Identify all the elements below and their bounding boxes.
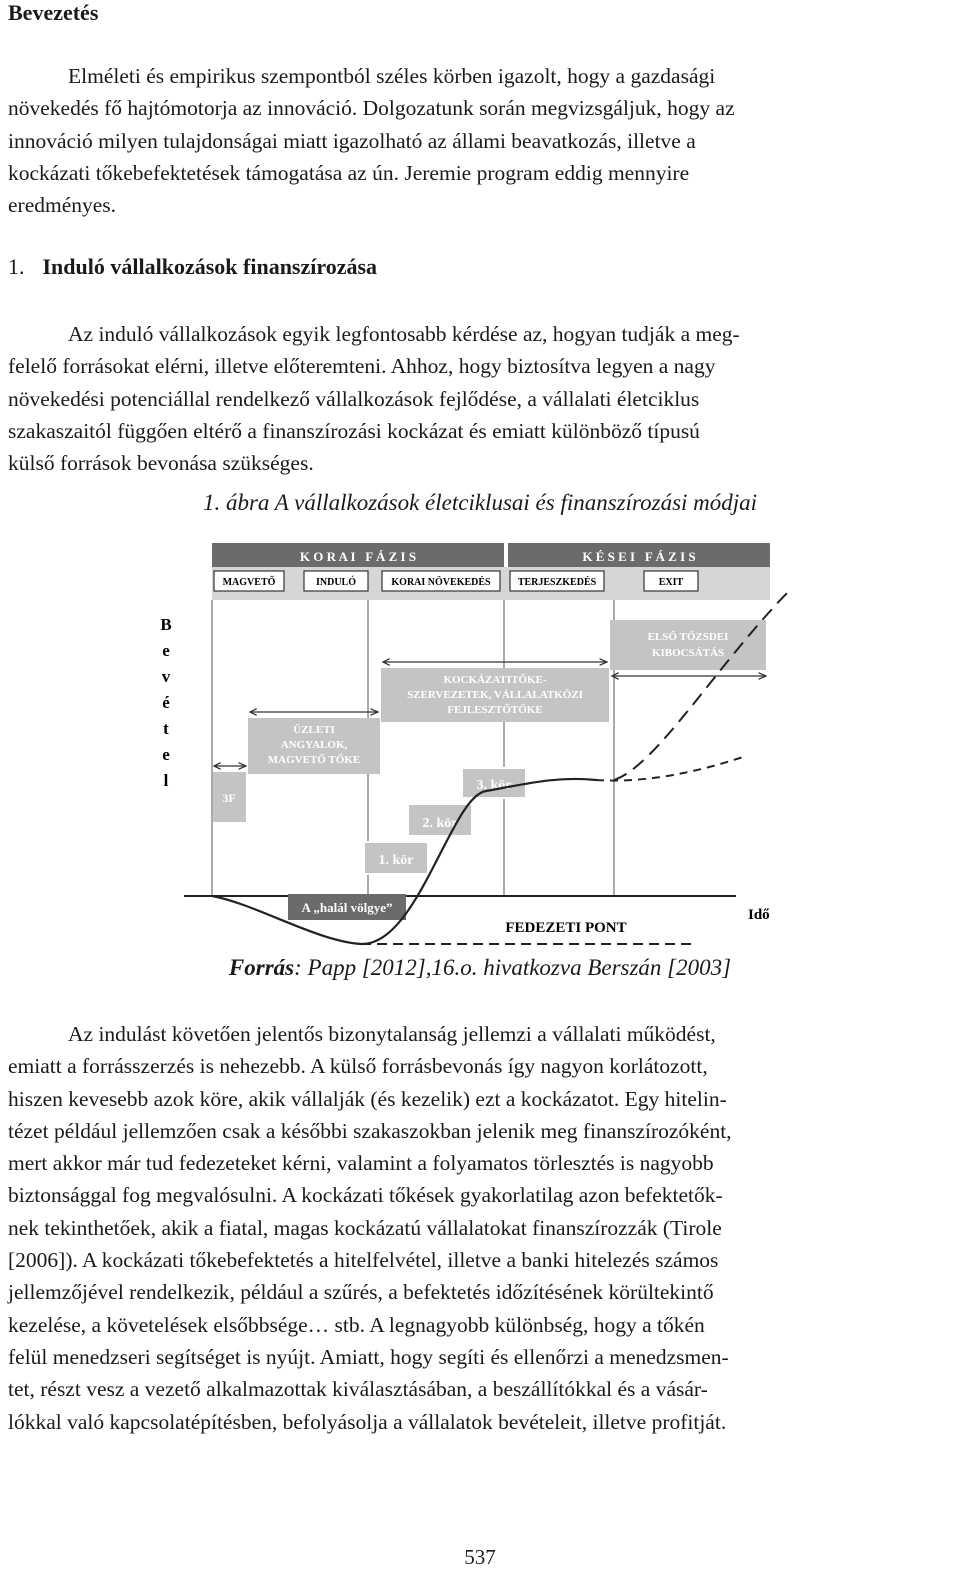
ipo-label: ELSŐ TŐZSDEI [647, 631, 729, 643]
valley-label: A „halál völgye” [301, 900, 393, 915]
text-line: emiatt a forrásszerzés is nehezebb. A külső forrásbevonás így nagyon korlátozott, [8, 1054, 708, 1079]
text-line: növekedés fő hajtómotorja az innováció. Dolgozatunk során megvizsgáljuk, hogy az [8, 96, 735, 121]
lifecycle-curve-dashed [596, 756, 746, 781]
y-axis-letter: v [161, 667, 171, 686]
subsection-title: Induló vállalkozások finanszírozása [42, 254, 378, 279]
ipo-box [610, 620, 766, 670]
intro-paragraph [8, 60, 952, 221]
vc-label: SZERVEZETEK, VÁLLALATKÖZI [407, 689, 583, 701]
text-line: hiszen kevesebb azok köre, akik vállalják (és kezelik) ezt a kockázatot. Egy hitelin- [8, 1086, 727, 1111]
round-label: 1. kör [378, 853, 414, 868]
stage-label: EXIT [658, 577, 684, 588]
text-line: tet, részt vesz a vezető alkalmazottak kiválasztásában, a beszállítókkal és a vásár- [8, 1377, 708, 1402]
y-axis-label [160, 615, 171, 790]
text-line: felül menedzseri segítséget is nyújt. Amiatt, hogy segíti és ellenőrzi a menedzsmen- [8, 1344, 729, 1369]
source-text: : Papp [2012],16.o. hivatkozva Berszán [2003] [294, 955, 732, 980]
round-label: 2. kör [422, 816, 458, 831]
text-line: Az induló vállalkozások egyik legfontosabb kérdése az, hogyan tudják a meg- [68, 322, 740, 346]
angels-label: MAGVETŐ TŐKE [267, 754, 361, 766]
text-line: mert akkor már tud fedezeteket kérni, valamint a folyamatos törlesztés is nagyobb [8, 1151, 714, 1176]
stage-label: INDULÓ [315, 577, 357, 588]
text-line: felelő forrásokat elérni, illetve előteremteni. Ahhoz, hogy biztosítva legyen a nagy [8, 354, 716, 379]
page-number: 537 [464, 1545, 496, 1569]
text-line: növekedési potenciállal rendelkező vállalkozások fejlődése, a vállalati életciklus [8, 386, 700, 411]
stage-label: KORAI NÖVEKEDÉS [391, 577, 491, 588]
figure-source [0, 955, 960, 981]
text-line: Az indulást követően jelentős bizonytalanság jellemzi a vállalati működést, [68, 1022, 716, 1046]
subsection-number: 1. [8, 254, 25, 279]
text-line: tézet például jellemzően csak a későbbi szakaszokban jelenik meg finanszírozóként, [8, 1118, 732, 1143]
breakeven-label: FEDEZETI PONT [505, 920, 627, 936]
y-axis-letter: l [163, 771, 169, 790]
lifecycle-figure [156, 536, 796, 951]
y-axis-letter: t [163, 719, 169, 738]
figure-caption: 1. ábra A vállalkozások életciklusai és finanszírozási módjai [202, 490, 758, 515]
text-line: biztonsággal fog megvalósulni. A kockázati tőkések gyakorlatilag azon befektetők- [8, 1183, 723, 1208]
text-line: nek tekinthetőek, akik a fiatal, magas kockázatú vállalatokat finanszírozzák (Tirole [8, 1215, 722, 1240]
angels-label: ANGYALOK, [280, 739, 348, 751]
stage-label: MAGVETŐ [222, 577, 276, 588]
early-phase-label: K O R A I F Á Z I S [299, 549, 417, 564]
text-line: szakaszaitól függően eltérő a finanszírozási kockázat és emiatt különböző típusú [8, 418, 700, 443]
source-label: Forrás [228, 955, 295, 980]
stage-label: TERJESZKEDÉS [517, 577, 597, 588]
text-line: külső források bevonása szükséges. [8, 451, 314, 476]
ipo-label: KIBOCSÁTÁS [651, 647, 725, 659]
x-axis-label: Idő [748, 907, 770, 923]
round-label: 3. kör [476, 778, 512, 793]
late-phase-label: K É S E I F Á Z I S [582, 549, 696, 564]
text-line: lókkal való kapcsolatépítésben, befolyásolja a vállalatok bevételeit, illetve profitját. [8, 1409, 727, 1434]
text-line: kezelése, a követelések elsőbbsége… stb. A legnagyobb különbség, hogy a tőkén [8, 1312, 705, 1337]
text-line: Elméleti és empirikus szempontból széles körben igazolt, hogy a gazdasági [68, 64, 716, 88]
section-heading: Bevezetés [8, 0, 99, 25]
3f-label: 3F [222, 791, 236, 805]
section-paragraph [8, 318, 952, 479]
vc-label: KOCKÁZATITŐKE- [443, 674, 547, 686]
text-line: innováció milyen tulajdonságai miatt igazolható az állami beavatkozás, illetve a [8, 128, 696, 153]
angels-label: ÜZLETI [293, 724, 335, 736]
text-line: kockázati tőkebefektetések támogatása az ún. Jeremie program eddig mennyire [8, 160, 690, 185]
y-axis-letter: é [162, 693, 170, 712]
body-paragraph [8, 1018, 952, 1438]
text-line: jellemzőjével rendelkezik, például a szűrés, a befektetés időzítésének körültekintő [8, 1280, 714, 1305]
text-line: [2006]). A kockázati tőkebefektetés a hitelfelvétel, illetve a banki hitelezés számos [8, 1248, 719, 1273]
lifecycle-diagram [156, 536, 796, 946]
y-axis-letter: e [162, 641, 170, 660]
vc-label: FEJLESZTŐTŐKE [447, 704, 543, 716]
y-axis-letter: e [162, 745, 170, 764]
y-axis-letter: B [160, 615, 172, 634]
subsection-heading [8, 254, 377, 280]
text-line: eredményes. [8, 193, 117, 218]
